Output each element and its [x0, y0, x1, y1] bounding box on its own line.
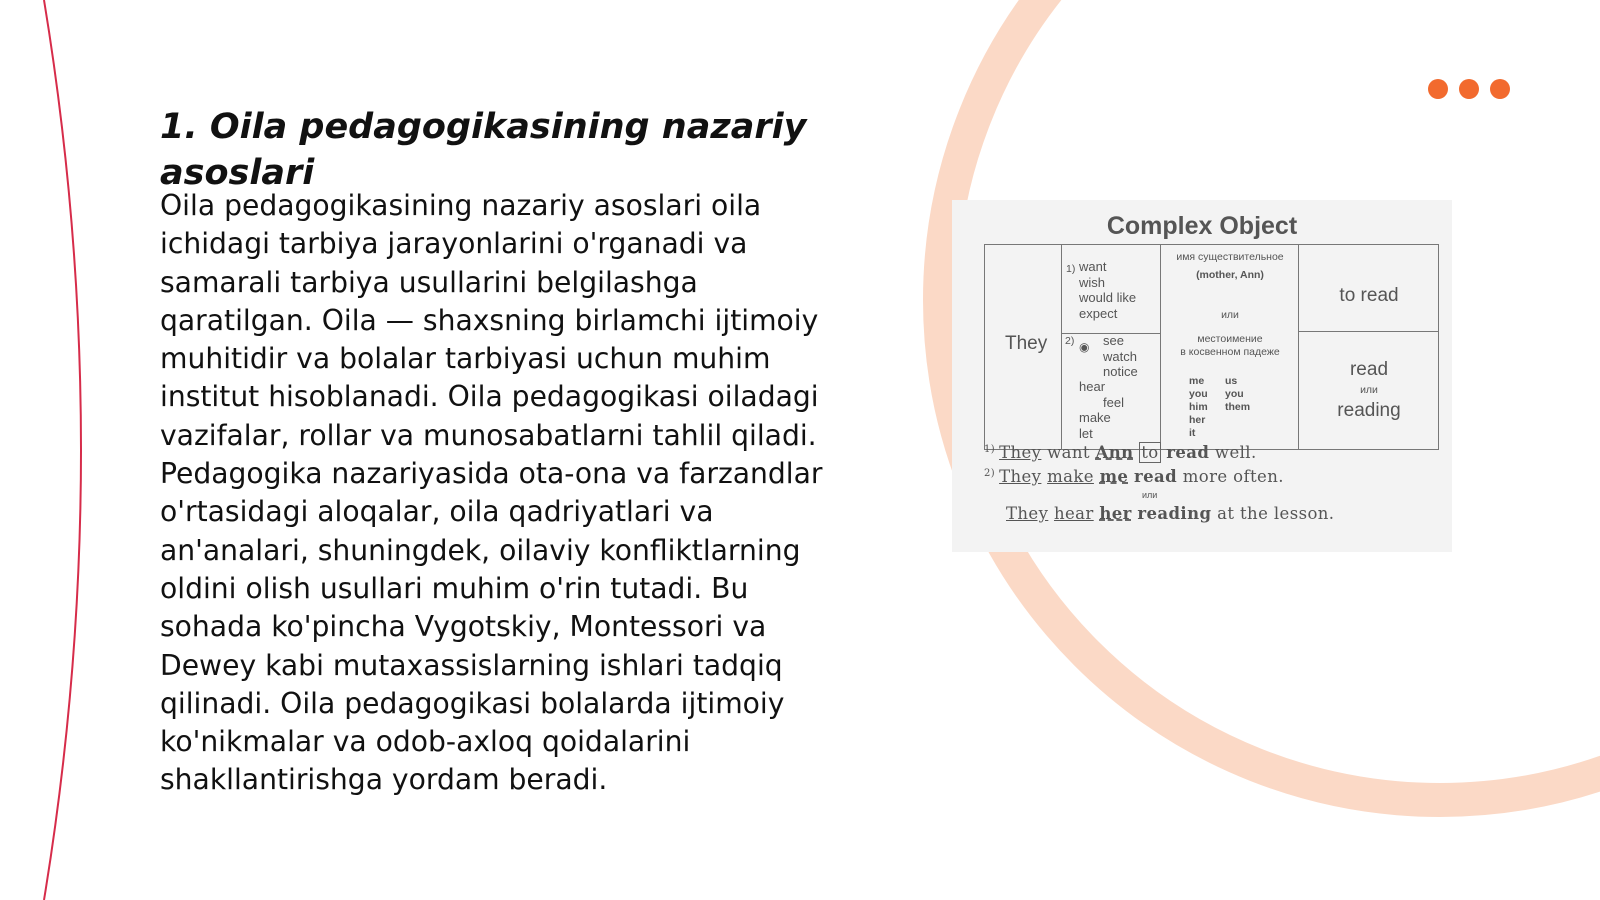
noun-examples: (mother, Ann) — [1196, 269, 1264, 281]
figure-title: Complex Object — [1106, 212, 1298, 240]
example-sentence-3: They hear her reading at the lesson. — [1006, 504, 1335, 523]
dot-icon — [1428, 79, 1448, 99]
gerund-reading: reading — [1337, 400, 1401, 421]
dot-icon — [1459, 79, 1479, 99]
infinitive-to-read: to read — [1339, 285, 1399, 306]
dots-decoration — [1428, 79, 1510, 99]
complex-object-figure — [952, 200, 1452, 552]
eye-icon: ◉ — [1079, 340, 1090, 354]
group1-verbs-list: want wish would like expect — [1079, 259, 1137, 321]
or-label-1: или — [1221, 309, 1239, 321]
subject-they: They — [1005, 333, 1048, 354]
slide-body-text: Oila pedagogikasining nazariy asoslari oila ichidagi tarbiya jarayonlarini o'rganadi va samarali tarbiya usullarini belgilashga qaratilgan. Oila — shaxsning birlamchi ijtimoiy muhitidir va bolalar tarbiyasi uchun muhim institut hisoblanadi. Oila pedagogikasi oiladagi vazifalar, rollar va munosabatlarni tahlil qiladi. Pedagogika nazariyasida ota-ona va farzandlar o'rtasidagi aloqalar, oila qadriyatlari va an'analari, shuningdek, oilaviy konfliktlarning oldini olish usullari muhim o'rin tutadi. Bu sohada ko'pincha Vygotskiy, Montessori va Dewey kabi mutaxassislarning ishlari tadqiq qilinadi. Oila pedagogikasi bolalarda ijtimoiy ko'nikmalar va odob-axloq qoidalarini shakllantirishga yordam beradi. — [160, 189, 823, 797]
pronoun-case: в косвенном падеже — [1180, 346, 1280, 358]
group2-number: 2) — [1065, 335, 1075, 347]
slide-title: 1. Oila pedagogikasining nazariy asoslari — [160, 107, 807, 193]
group2-verbs-list: see watch notice — [1103, 333, 1138, 379]
or-label-3: или — [1142, 490, 1158, 500]
example-sentence-1: $^{1)}$ They want Ann to read well. — [984, 443, 1257, 462]
figure-table — [984, 244, 1439, 450]
pronoun-label: местоимение — [1197, 333, 1263, 345]
group1-number: 1) — [1066, 263, 1076, 275]
bare-infinitive-read: read — [1349, 359, 1389, 380]
noun-label: имя существительное — [1176, 251, 1284, 263]
pronouns-left: me you him her it — [1189, 375, 1208, 439]
or-label-2: или — [1360, 384, 1378, 396]
group2-verbs-list-2: hear feel make let — [1079, 379, 1124, 441]
example-sentence-2: $^{2)}$ They make me read more often. — [984, 467, 1284, 486]
dot-icon — [1490, 79, 1510, 99]
pronouns-right: us you them — [1225, 375, 1251, 413]
